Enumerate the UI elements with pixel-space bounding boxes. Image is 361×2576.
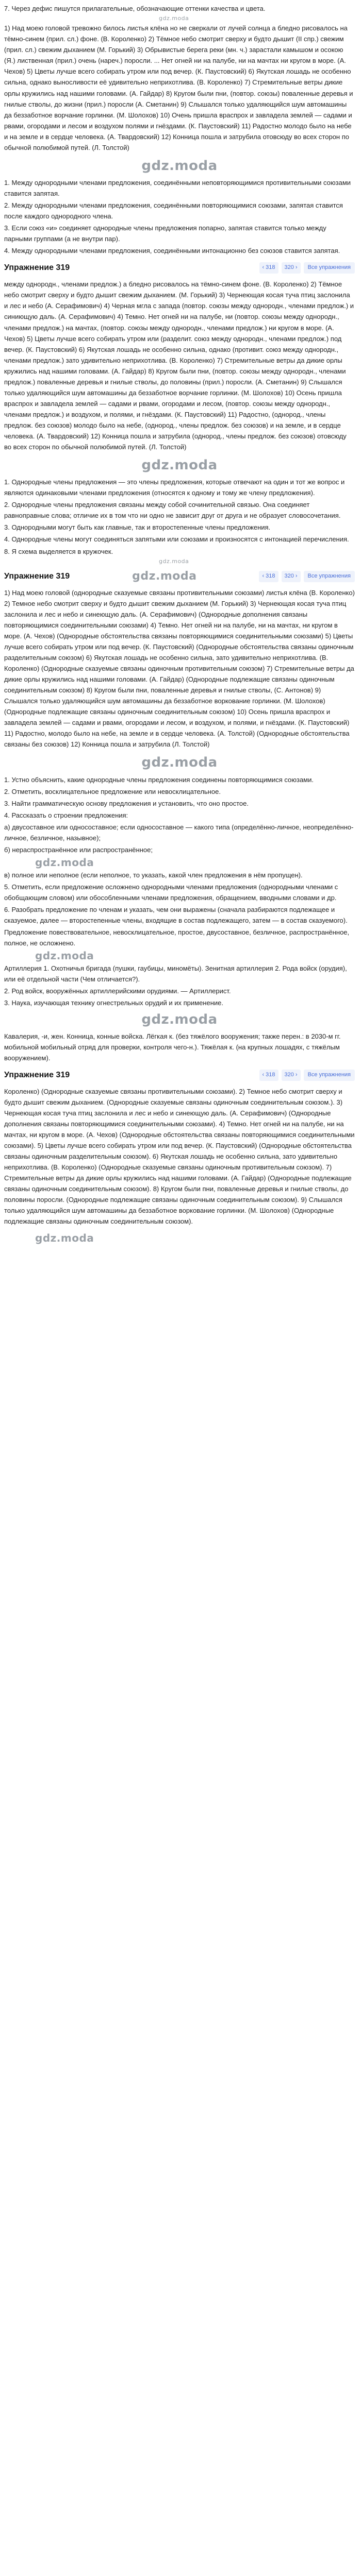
rules-section-b — [4, 477, 355, 565]
prev-exercise-label: 318 — [266, 1071, 275, 1078]
all-exercises-button[interactable]: Все упражнения — [304, 571, 355, 582]
rule-item: 1. Между однородными членами предложения, соединёнными неповторяющимися противительными союзами ставится запятая. — [4, 178, 351, 198]
rule-item: 1. Однородные члены предложения — это члены предложения, которые отвечают на один и тот же вопрос и являются одинаковыми членами предложения (относятся к одному и тому же члену предложения). — [4, 478, 345, 497]
analysis-item: 6. Разобрать предложение по членам и указать, чем они выражены (сначала разбираются подлежащее и сказуемое, далее — второстепенные члены, входящие в состав подлежащего, затем — в состав сказуемого). — [4, 906, 348, 925]
rule-item: 4. Между однородными членами предложения, соединёнными интонационно без союзов ставится запятая. — [4, 247, 340, 255]
chevron-left-icon: ‹ — [262, 1071, 265, 1078]
analysis-item: Предложение повествовательное, невосклицательное, простое, двусоставное, безличное, распространённое, полное, не осложнено. — [4, 928, 350, 947]
next-exercise-button[interactable] — [282, 1070, 301, 1081]
watermark: gdz.moda — [159, 15, 189, 22]
next-exercise-label: 320 — [284, 572, 294, 579]
analysis-item: 3. Найти грамматическую основу предложения и установить, что оно простое. — [4, 799, 249, 807]
all-exercises-button[interactable]: Все упражнения — [304, 262, 355, 274]
watermark: gdz.moda — [132, 569, 197, 583]
intro-section — [4, 3, 355, 153]
rule-item: 4. Однородные члены могут соединяться запятыми или союзами и произносятся с интонацией перечисления. — [4, 535, 349, 544]
exercise-pager — [4, 1069, 355, 1082]
analysis-item: Кавалерия, -и, жен. Конница, конные войска. Лёгкая к. (без тяжёлого вооружения; также перен.: в 2030-м гг. мобильной мобильный отряд для проверки, контроля чего-н.). Тяжёлая к. (на крупных лошадях, с тяжёлым вооружением). — [4, 1032, 341, 1062]
prev-exercise-button[interactable] — [259, 262, 278, 274]
chevron-right-icon: › — [295, 572, 298, 579]
rule-item: 8. Я схема выделяется в кружочек. — [4, 547, 113, 555]
pager-nav — [259, 262, 355, 274]
analysis-item: 1. Устно объяснить, какие однородные члены предложения соединены повторяющимися союзами. — [4, 775, 314, 784]
next-exercise-button[interactable] — [282, 262, 301, 274]
chevron-right-icon: › — [295, 1071, 298, 1078]
chevron-left-icon: ‹ — [262, 572, 265, 579]
analysis-item: 2. Род войск, вооружённых артиллерийскими орудиями. — Артиллерист. — [4, 987, 231, 995]
watermark: gdz.moda — [159, 557, 189, 565]
prev-exercise-label: 318 — [266, 264, 275, 271]
watermark: gdz.moda — [141, 457, 218, 473]
next-exercise-label: 320 — [284, 264, 294, 271]
analysis-section — [4, 774, 355, 1063]
prev-exercise-button[interactable] — [259, 571, 278, 582]
watermark: gdz.moda — [141, 158, 218, 174]
rule-item: 3. Если союз «и» соединяет однородные члены предложения попарно, запятая ставится только между парными группами (а не внутри пар). — [4, 224, 326, 243]
analysis-item: 3. Наука, изучающая технику огнестрельных орудий и их применение. — [4, 999, 223, 1007]
chevron-right-icon: › — [295, 264, 298, 271]
answer-paragraph: между однородн., членами предлож.) а бледно рисовалось на тёмно-синем фоне. (В. Короленко) 2) Тёмное небо смотрит сверху и будто дышит свежим дыханием. (М. Горький) 3) Чернеющая косая туча птиц заслонила и лес и небо (А. Серафимович) 4) Черная мгла с запада (повтор. союзы между однородн., членами предлож.) и синиющую даль. (А. Серафимович) 4) Темно. Нет огней ни на палубе, ни (повтор. союзы между однородн., членами предлож.) на мачтах, (повтор. союзы между однородн., членами предлож.) ни кругом в море. (А. Чехов) 5) Цветы лучше всего собирать утром или (разделит. союз между однородн., членами предлож.) под вечер. (К. Паустовский) 6) Якутская лошадь не особенно сильна, однако (противит. союз между однородн., членами предлож.) зато удивительно неприхотлива. (В. Короленко) 7) Стремительные ветры да дикие орлы кружились над нашими головами. (А. Гайдар) 8) Кругом были пни, (повтор. союзы между однородн., членами предлож.) поваленные деревья и гнилые стволы, до половины (прил.) поросли. (А. Сметанин) 9) Слышался только удаляющийся шум автомашины да беззаботное ворчание горлинки. (М. Шолохов) 10) Осень пришла враспрох и завладела землей — садами и рвами, огородами и лесом, (повтор. союзы между однородн., членами предлож.) и воздухом, и полями, и гнёздами. (К. Паустовский) 11) Радостно, (однород., члены предлож. без союзов) молодо было на небе, (однород., члены предлож. без союзов) и на земле, и в сердце человека. (А. Твардовский) 12) Конница пошла и затрубила (однород., члены предлож. без союзов) отовсюду во всех сторон по обычной полюбимой путей. (Л. Толстой) — [4, 280, 354, 451]
intro-line: 1) Над моею головой тревожно билось листья клёна но не сверкали от лучей солнца а бледно рисовалось на тёмно-синем (прил. сл.) фоне. (В. Короленко) 2) Тёмное небо смотрит сверху и будто дышит (II спр.) свежим (прил. сл.) свежим дыханием (М. Горький) 3) Обрывистые берега реки (мн. ч.) зарастали камышом и осокою (Я.) лиственная (прил.) очень (нареч.) поросли. ... Нет огней ни на палубе, ни на мачтах ни кругом в море. (А. Чехов) 5) Цветы лучше всего собирать утром или под вечер. (К. Паустовский) 6) Якутская лошадь не особенно сильна, однако выносливости её удивительно неприхотлива. (В. Короленко) 7) Стремительные ветры дикие орлы кружились над нашими головами. (А. Гайдар) 8) Кругом были пни, (повтор. союзы) поваленные деревья и гнилые стволы, до жизни (прил.) поросли (А. Сметанин) 9) Слышался только удаляющийся шум автомашины да беззаботное ворчание горлинки. (М. Шолохов) 10) Очень пришла враспрох и завладела землей — садами и рвами, огородами и лесом и воздухом полями и гнёздами. (К. Паустовский) 11) Радостно молодо было на небе и на земле и в сердце человека. (А. Твардовский) 12) Конница пошла и затрубила отовсюду во всех сторон по обычной полюбимой путей. (Л. Толстой) — [4, 24, 353, 151]
all-exercises-button[interactable]: Все упражнения — [304, 1070, 355, 1081]
exercise-pager — [4, 570, 355, 583]
watermark: gdz.moda — [35, 1232, 94, 1245]
rule-item: 3. Однородными могут быть как главные, так и второстепенные члены предложения. — [4, 523, 271, 532]
pager-nav — [259, 1070, 355, 1081]
prev-exercise-label: 318 — [266, 572, 275, 579]
exercise-title: Упражнение 319 — [4, 1070, 70, 1079]
exercise-pager — [4, 261, 355, 275]
analysis-item: б) нераспространённое или распространённое; — [4, 845, 153, 854]
answer-section-3 — [4, 1086, 355, 1227]
rule-item: 2. Однородные члены предложения связаны между собой сочинительной связью. Она соединяет равноправные слова; отличие их в том что ни одно не зависит друг от друга и не образует словосочетания. — [4, 501, 341, 520]
analysis-item: Артиллерия 1. Охотничья бригада (пушки, гаубицы, миномёты). Зенитная артиллерия 2. Рода войск (орудия), или её отдельной части (Чем отличается?). — [4, 964, 347, 984]
exercise-title: Упражнение 319 — [4, 571, 70, 581]
next-exercise-label: 320 — [284, 1071, 294, 1078]
analysis-item: в) полное или неполное (если неполное, то указать, какой член предложения в нём пропущен). — [4, 871, 303, 879]
analysis-item: 5. Отметить, если предложение осложнено однородными членами предложения (однородными членами с обобщающим словом) или обособленными членами предложения, обращением, вводными словами и др. — [4, 883, 338, 902]
next-exercise-button[interactable] — [282, 571, 301, 582]
exercise-title: Упражнение 319 — [4, 263, 70, 273]
chevron-left-icon: ‹ — [262, 264, 265, 271]
answer-section-2 — [4, 587, 355, 750]
answer-section-1 — [4, 279, 355, 452]
watermark: gdz.moda — [35, 950, 94, 962]
prev-exercise-button[interactable] — [259, 1070, 278, 1081]
rules-section-a — [4, 177, 355, 256]
watermark: gdz.moda — [35, 856, 94, 869]
analysis-item: а) двусоставное или односоставное; если односоставное — какого типа (определённо-личное, неопределённо-личное, безличное, назывное); — [4, 823, 354, 842]
pager-nav — [259, 571, 355, 582]
watermark: gdz.moda — [141, 755, 218, 771]
analysis-item: 4. Рассказать о строении предложения: — [4, 811, 128, 819]
watermark: gdz.moda — [141, 1011, 218, 1027]
rule-item: 2. Между однородными членами предложения, соединёнными повторяющимися союзами, запятая ставится после каждого однородного члена. — [4, 201, 343, 221]
intro-line: 7. Через дефис пишутся прилагательные, обозначающие оттенки качества и цвета. — [4, 5, 266, 12]
answer-paragraph: Короленко) (Однородные сказуемые связаны противительными союзами). 2) Темное небо смотрит сверху и будто дышит свежим дыханием. (Однородные сказуемые связаны одиночным соединительным союзом.). 3) Чернеющая косая туча птиц заслонила и лес и небо и синеющую даль. (А. Серафимович) (Однородные дополнения связаны повторяющимися соединительными союзами). 4) Темно. Нет огней ни на палубе, ни на мачтах, ни кругом в море. (А. Чехов) (Однородные обстоятельства связаны повторяющимися соединительными союзами). 5) Цветы лучше всего собирать утром или под вечер. (К. Паустовский) (Однородные обстоятельства связаны одиночным разделительным союзом). 6) Якутская лошадь не особенно сильна, зато удивительно неприхотлива. (В. Короленко) (Однородные сказуемые связаны одиночным противительным союзом). 7) Стремительные ветры да дикие орлы кружились над нашими головами. (А. Гайдар) (Однородные подлежащие связаны одиночным соединительным союзом). 8) Кругом были пни, поваленные деревья и гнилые стволы, до половины поросли. (Однородные подлежащие связаны одиночным соединительным союзом). 9) Слышался только удаляющийся шум автомашины да беззаботное воркование горлинки. (М. Шолохов) (Однородные подлежащие связаны одиночным соединительным союзом). — [4, 1087, 355, 1226]
answer-paragraph: 1) Над моею головой (однородные сказуемые связаны противительными союзами) листья клёна (В. Короленко) 2) Темное небо смотрит сверху и будто дышит свежим дыханием (М. Горький) 3) Чернеющая косая туча птиц заслонила и лес и небо и синеющую даль. (А. Серафимович) (Однородные дополнения связаны повторяющимися соединительными союзами) 4) Темно. Нет огней ни на палубе, ни на мачтах, ни кругом в море. (А. Чехов) (Однородные обстоятельства связаны повторяющимися соединительными союзами) 5) Цветы лучше всего собирать утром или под вечер. (К. Паустовский) (Однородные обстоятельства связаны одиночным разделительным союзом) 6) Якутская лошадь не особенно сильна, зато удивительно неприхотлива. (В. Короленко) (Однородные сказуемые связаны одиночным противительным союзом) 7) Стремительные ветры да дикие орлы кружились над нашими головами. (А. Гайдар) (Однородные подлежащие связаны одиночным соединительным союзом) 8) Кругом были пни, поваленные деревья и гнилые стволы, (С. Антонов) 9) Слышался только удаляющийся шум автомашины да беззаботное воркование горлинки. (М. Шолохов) (Однородные подлежащие связаны одиночным соединительным союзом) 10) Осень пришла враспрох и завладела землей — садами и рвами, огородами и лесом, и воздухом, и полями, и гнёздами. (К. Паустовский) 11) Радостно, молодо было на небе, на земле и в сердце человека. (А. Толстой) (Однородные обстоятельства связаны без союзов) 12) Конница пошла и затрубила (Л. Толстой) — [4, 588, 355, 749]
analysis-item: 2. Отметить, восклицательное предложение или невосклицательное. — [4, 787, 221, 795]
